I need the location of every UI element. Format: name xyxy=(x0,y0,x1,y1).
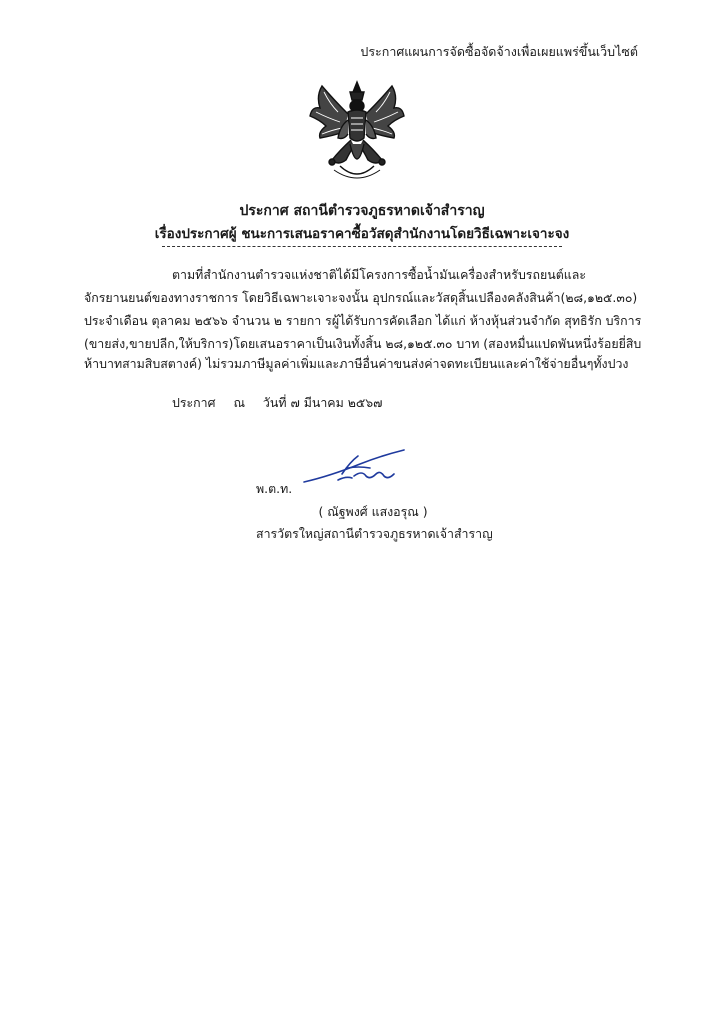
announcement-label: ประกาศ xyxy=(172,395,216,410)
signer-position: สารวัตรใหญ่สถานีตำรวจภูธรหาดเจ้าสำราญ xyxy=(256,526,493,541)
signer-rank: พ.ต.ท. xyxy=(256,481,293,496)
body-line-3: ประจำเดือน ตุลาคม ๒๕๖๖ จำนวน ๒ รายกา รผู้ได้รับการคัดเลือก ได้แก่ ห้างหุ้นส่วนจำกัด สุทธิรัก บริการ xyxy=(84,313,642,328)
announcement-title: ประกาศ สถานีตำรวจภูธรหาดเจ้าสำราญ xyxy=(239,203,485,219)
announcement-date-line xyxy=(172,394,396,413)
handwritten-signature xyxy=(300,446,410,490)
body-line-1: ตามที่สำนักงานตำรวจแห่งชาติได้มีโครงการซื้อน้ำมันเครื่องสำหรับรถยนต์และ xyxy=(172,267,586,282)
announcement-at: ณ xyxy=(233,395,245,410)
header-note: ประกาศแผนการจัดซื้อจัดจ้างเพื่อเผยแพร่ขึ้นเว็บไซต์ xyxy=(360,44,638,59)
title-divider xyxy=(162,246,562,247)
garuda-emblem-icon xyxy=(304,78,410,186)
announcement-date: วันที่ ๗ มีนาคม ๒๕๖๗ xyxy=(262,395,383,410)
body-line-2: จักรยานยนต์ของทางราชการ โดยวิธีเฉพาะเจาะจงนั้น อุปกรณ์และวัสดุสิ้นเปลืองคลังสินค้า(๒๘,๑๒๕.๓๐) xyxy=(84,290,638,305)
announcement-subject: เรื่องประกาศผู้ ชนะการเสนอราคาซื้อวัสดุสำนักงานโดยวิธีเฉพาะเจาะจง xyxy=(154,226,570,242)
body-line-5: ห้าบาทสามสิบสตางค์) ไม่รวมภาษีมูลค่าเพิ่มและภาษีอื่นค่าขนส่งค่าจดทะเบียนและค่าใช้จ่ายอื่นๆทั้งปวง xyxy=(84,356,629,371)
signer-name: ( ณัฐพงศ์ แสงอรุณ ) xyxy=(318,504,428,519)
body-line-4: (ขายส่ง,ขายปลีก,ให้บริการ)โดยเสนอราคาเป็นเงินทั้งสิ้น ๒๘,๑๒๕.๓๐ บาท (สองหมื่นแปดพันหนึ่งร้อยยี่สิบ xyxy=(84,336,642,351)
